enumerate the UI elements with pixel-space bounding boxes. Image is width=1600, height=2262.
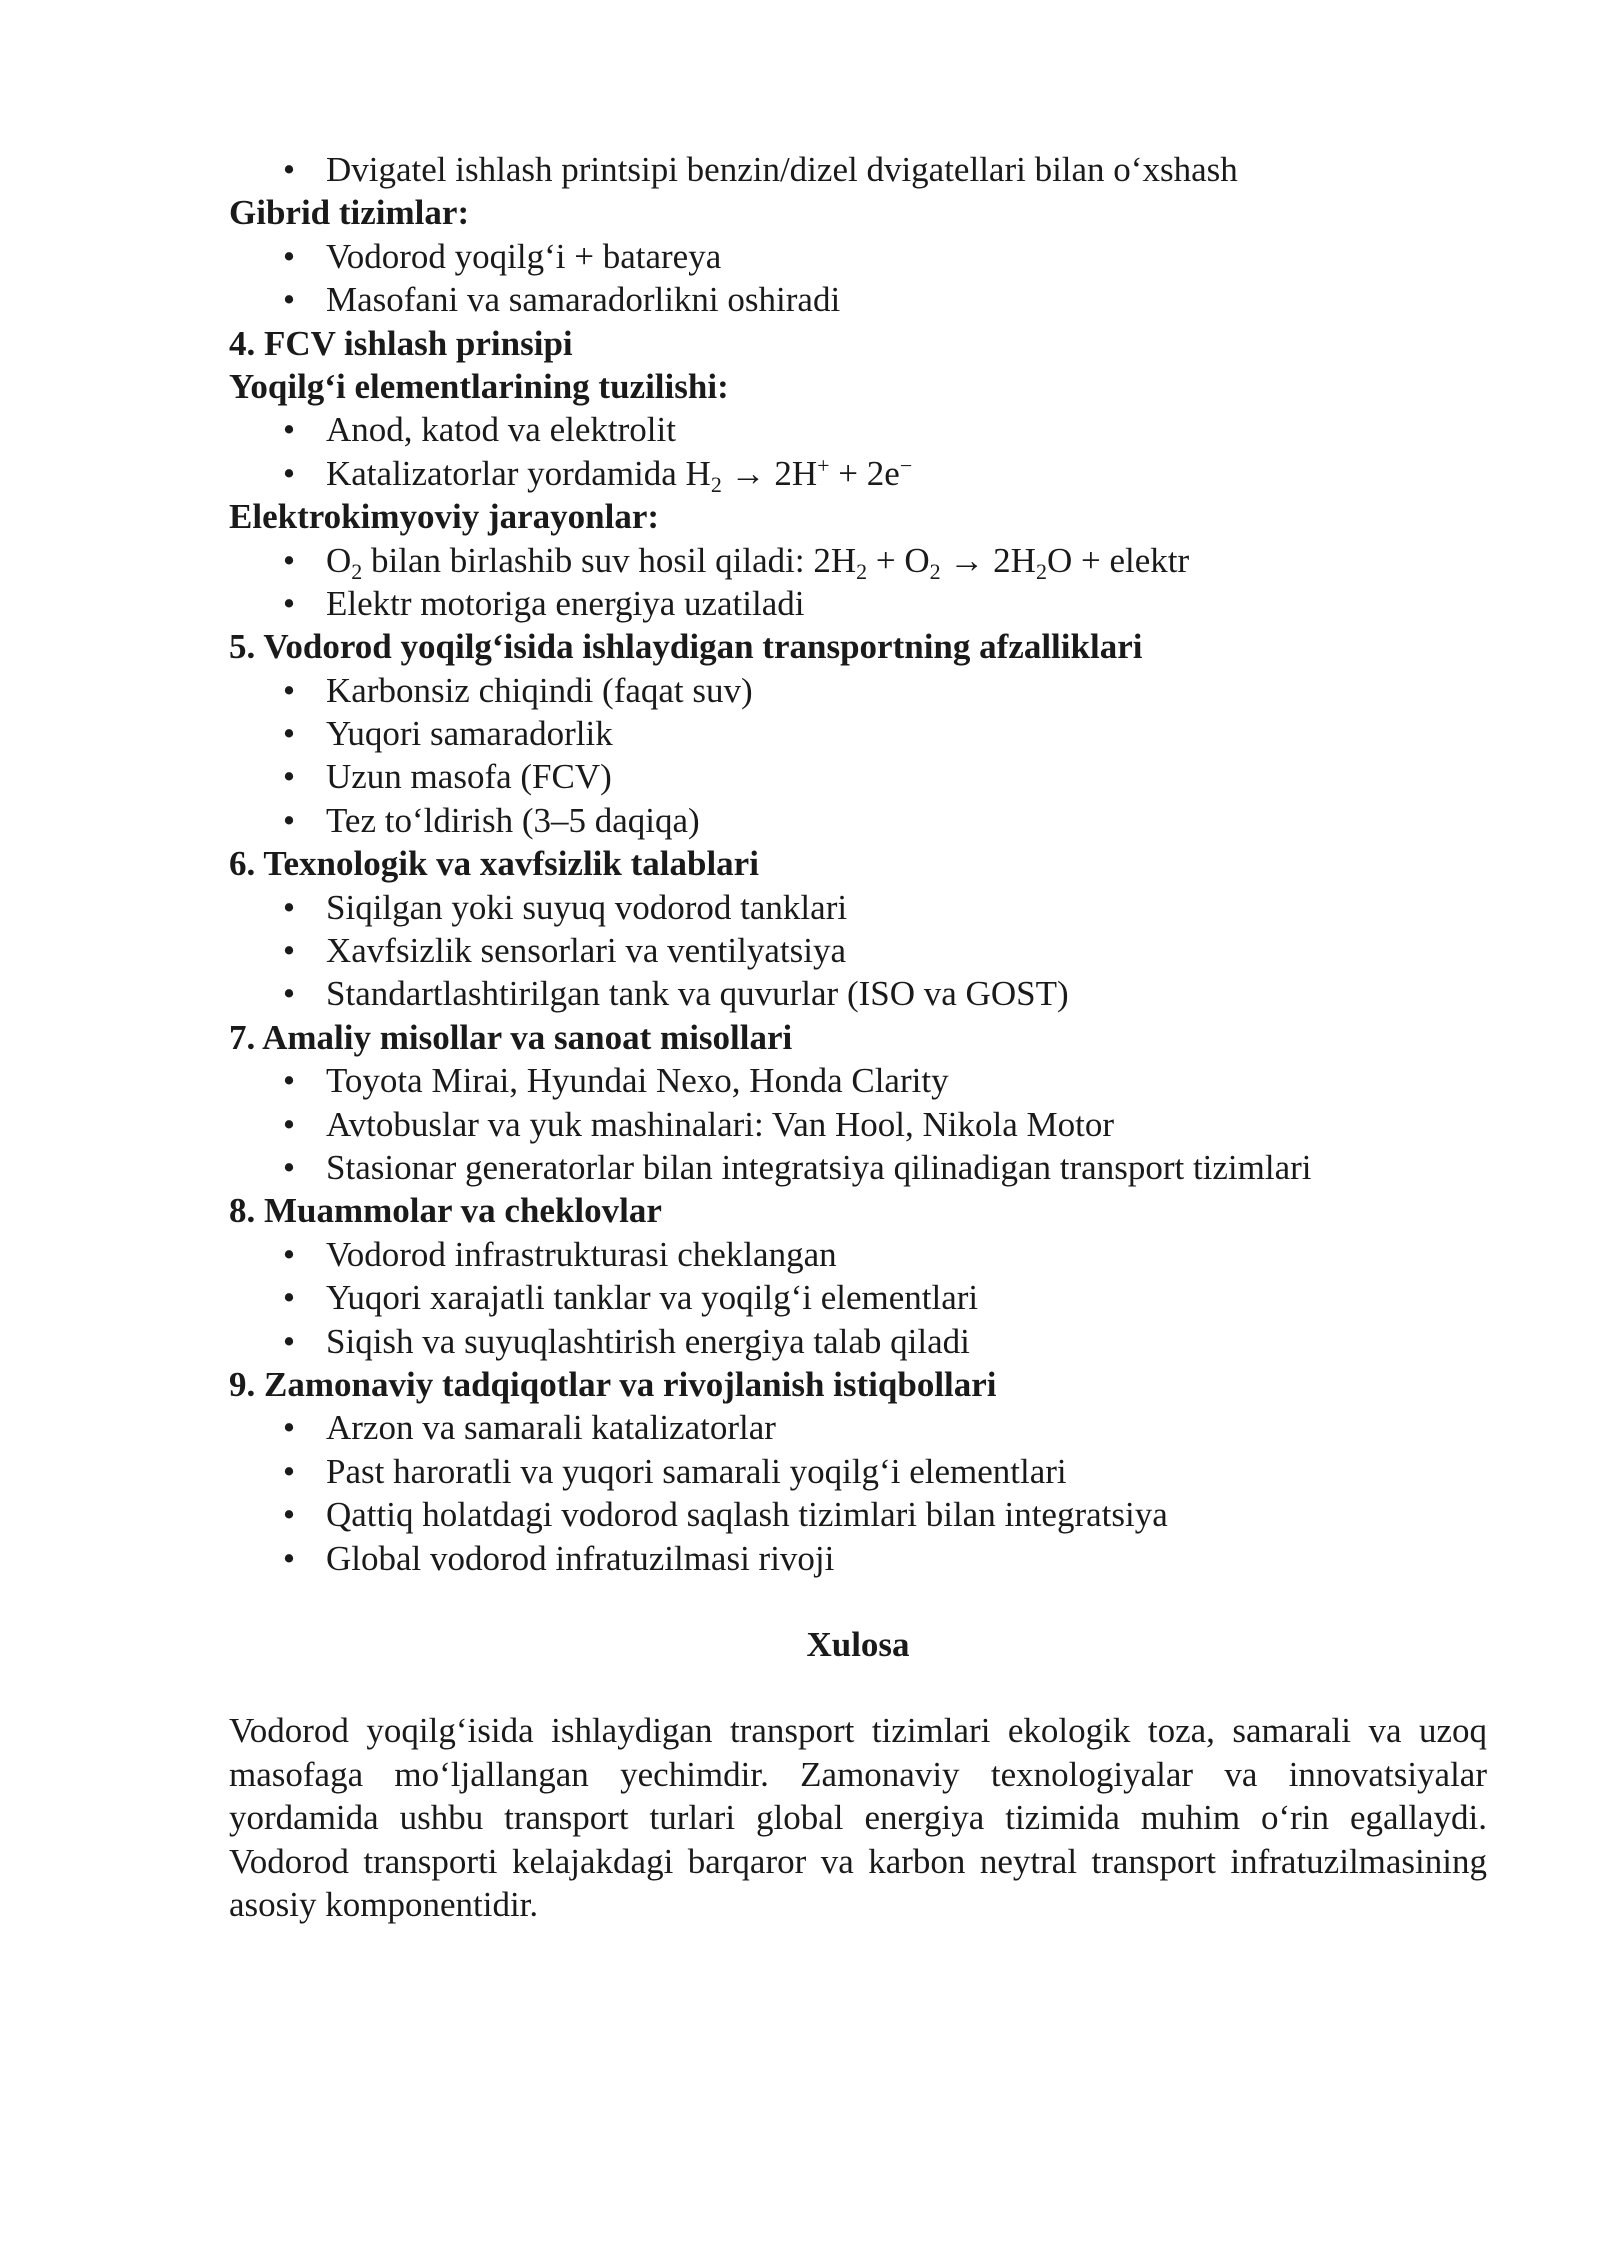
- list-item-text: Siqish va suyuqlashtirish energiya talab qiladi: [326, 1321, 970, 1361]
- list-item: [229, 582, 1487, 625]
- bullet-icon: •: [282, 1234, 296, 1274]
- bullet-icon: •: [282, 540, 296, 580]
- bullet-icon: •: [282, 453, 296, 493]
- list-item: [229, 669, 1487, 712]
- document-page: [229, 148, 1487, 1926]
- bullet-icon: •: [282, 1061, 296, 1101]
- section-heading-6: 6. Texnologik va xavfsizlik talablari: [229, 844, 759, 884]
- bullet-icon: •: [282, 1495, 296, 1535]
- list-item: [229, 278, 1487, 321]
- list-item: [229, 1146, 1487, 1189]
- bullet-icon: •: [282, 1408, 296, 1448]
- list-item: [229, 235, 1487, 278]
- list-item: [229, 886, 1487, 929]
- list-item: [229, 929, 1487, 972]
- list-item-text: Avtobuslar va yuk mashinalari: Van Hool, Nikola Motor: [326, 1104, 1115, 1144]
- bullet-icon: •: [282, 670, 296, 710]
- list-item-text: Uzun masofa (FCV): [326, 757, 612, 797]
- list-item-text: Past haroratli va yuqori samarali yoqilg‘i elementlari: [326, 1451, 1067, 1491]
- subheading-gibrid: Gibrid tizimlar:: [229, 193, 470, 233]
- list-item-text: Yuqori samaradorlik: [326, 714, 613, 754]
- list-item: [229, 1233, 1487, 1276]
- bullet-icon: •: [282, 583, 296, 623]
- list-item-text: Toyota Mirai, Hyundai Nexo, Honda Clarity: [326, 1061, 949, 1101]
- list-item: [229, 712, 1487, 755]
- list-item-text: Xavfsizlik sensorlari va ventilyatsiya: [326, 931, 846, 971]
- formula-text: Katalizatorlar yordamida $H_2 \to 2H^+ + 2e^-$: [326, 452, 913, 497]
- list-item-text: Dvigatel ishlash printsipi benzin/dizel dvigatellari bilan o‘xshash: [326, 150, 1238, 189]
- bullet-icon: •: [282, 1104, 296, 1144]
- bullet-icon: •: [282, 974, 296, 1014]
- bullet-icon: •: [282, 280, 296, 320]
- bullet-icon: •: [282, 150, 296, 189]
- conclusion-title: Xulosa: [806, 1624, 910, 1664]
- bullet-icon: •: [282, 1451, 296, 1491]
- list-item-formula: [229, 452, 1487, 495]
- bullet-icon: •: [282, 1538, 296, 1578]
- list-item-text: Siqilgan yoki suyuq vodorod tanklari: [326, 887, 848, 927]
- bullet-icon: •: [282, 714, 296, 754]
- section-heading-8: 8. Muammolar va cheklovlar: [229, 1191, 662, 1231]
- list-item-text: Stasionar generatorlar bilan integratsiya qilinadigan transport tizimlari: [326, 1147, 1312, 1187]
- bullet-icon: •: [282, 800, 296, 840]
- formula-text: $O_2$ bilan birlashib suv hosil qiladi: $2H_2 + O_2 \to 2H_2O$ + elektr: [326, 540, 1190, 584]
- list-item-text: Standartlashtirilgan tank va quvurlar (ISO va GOST): [326, 974, 1069, 1014]
- list-item-text: Qattiq holatdagi vodorod saqlash tizimlari bilan integratsiya: [326, 1495, 1168, 1535]
- section-heading-4: 4. FCV ishlash prinsipi: [229, 323, 573, 363]
- list-item: [229, 1406, 1487, 1449]
- conclusion-paragraph: Vodorod yoqilg‘isida ishlaydigan transport tizimlari ekologik toza, samarali va uzoq masofaga mo‘ljallangan yechimdir. Zamonaviy texnologiyalar va innovatsiyalar yordamida ushbu transport turlari global energiya tizimida muhim o‘rin egallaydi. Vodorod transporti kelajakdagi barqaror va karbon neytral transport infratuzilmasining asosiy komponentidir.: [229, 1711, 1487, 1924]
- list-item-text: Masofani va samaradorlikni oshiradi: [326, 280, 841, 320]
- list-item: [229, 1276, 1487, 1319]
- list-item: [229, 799, 1487, 842]
- list-item-text: Global vodorod infratuzilmasi rivoji: [326, 1538, 835, 1578]
- bullet-icon: •: [282, 1147, 296, 1187]
- list-item: [229, 1059, 1487, 1102]
- list-item: [229, 1493, 1487, 1536]
- list-item: [229, 408, 1487, 451]
- list-item-text: Yuqori xarajatli tanklar va yoqilg‘i elementlari: [326, 1278, 979, 1318]
- list-item: [229, 972, 1487, 1015]
- bullet-icon: •: [282, 931, 296, 971]
- bullet-icon: •: [282, 1278, 296, 1318]
- subheading-tuzilishi: Yoqilg‘i elementlarining tuzilishi:: [229, 366, 729, 406]
- list-item-text: Arzon va samarali katalizatorlar: [326, 1408, 776, 1448]
- bullet-icon: •: [282, 757, 296, 797]
- section-heading-7: 7. Amaliy misollar va sanoat misollari: [229, 1017, 793, 1057]
- bullet-icon: •: [282, 887, 296, 927]
- list-item: [229, 1320, 1487, 1363]
- list-item-text: Elektr motoriga energiya uzatiladi: [326, 583, 805, 623]
- list-item-formula: [229, 539, 1487, 582]
- bullet-icon: •: [282, 1321, 296, 1361]
- list-item-text: Vodorod yoqilg‘i + batareya: [326, 236, 722, 276]
- list-item: [229, 148, 1487, 191]
- list-item: [229, 1537, 1487, 1580]
- subheading-elektrokimyoviy: Elektrokimyoviy jarayonlar:: [229, 497, 660, 537]
- list-item: [229, 755, 1487, 798]
- list-item-text: Vodorod infrastrukturasi cheklangan: [326, 1234, 837, 1274]
- list-item: [229, 1103, 1487, 1146]
- list-item: [229, 1450, 1487, 1493]
- list-item-text: Anod, katod va elektrolit: [326, 410, 676, 450]
- list-item-text: Tez to‘ldirish (3–5 daqiqa): [326, 800, 700, 840]
- section-heading-9: 9. Zamonaviy tadqiqotlar va rivojlanish istiqbollari: [229, 1364, 997, 1404]
- section-heading-5: 5. Vodorod yoqilg‘isida ishlaydigan transportning afzalliklari: [229, 627, 1143, 667]
- bullet-icon: •: [282, 236, 296, 276]
- list-item-text: Karbonsiz chiqindi (faqat suv): [326, 670, 753, 710]
- bullet-icon: •: [282, 410, 296, 450]
